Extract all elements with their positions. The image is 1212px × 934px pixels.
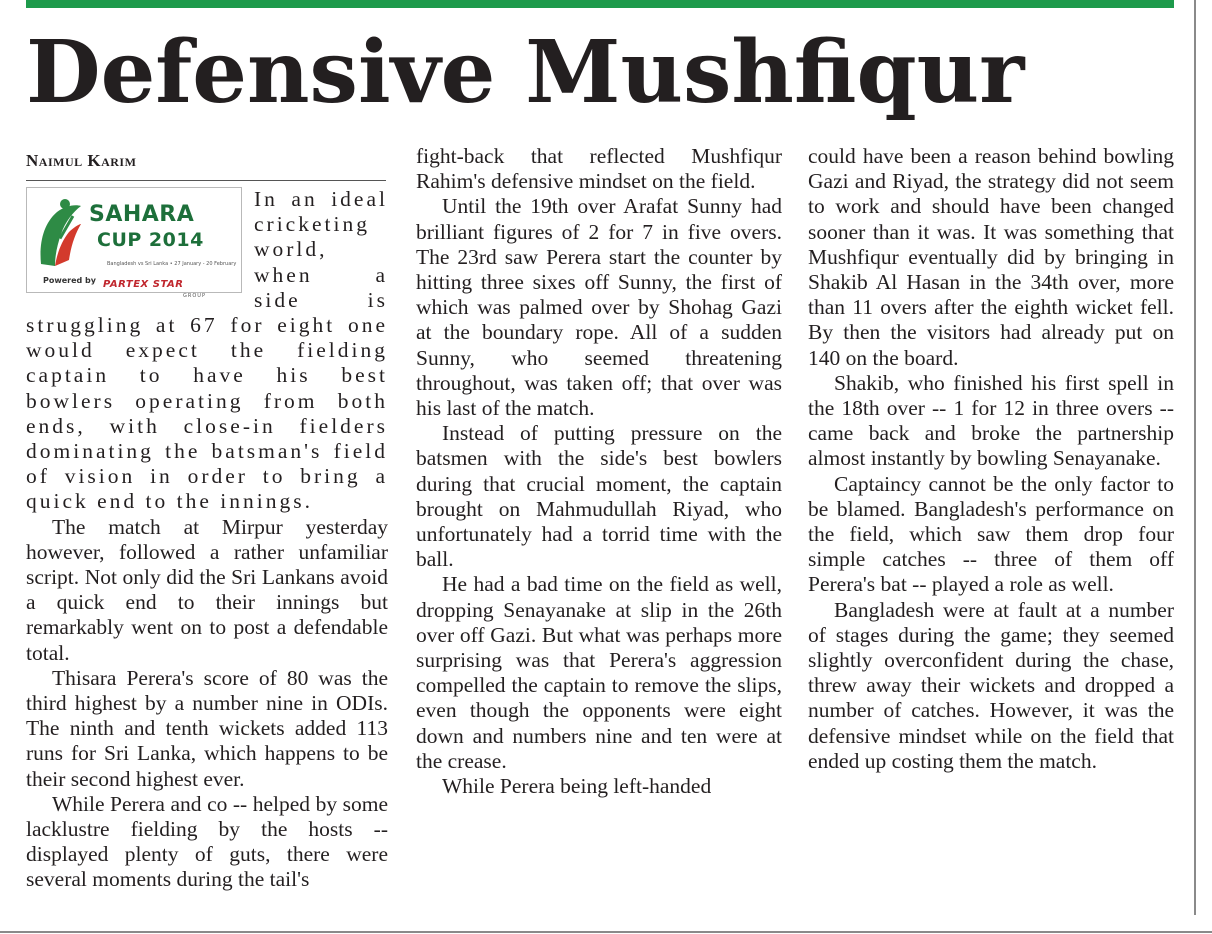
paragraph: The match at Mirpur yesterday however, followed a rather unfamiliar script. Not only did the Sri Lankans avoid a quick end to their innings but remarkably went on to post a defendable total. — [26, 514, 388, 665]
paragraph: Instead of putting pressure on the batsmen with the side's best bowlers during that crucial moment, the captain brought on Mahmudullah Riyad, who unfortunately had a torrid time with the ball. — [416, 421, 782, 572]
page-edge-right — [1194, 0, 1196, 915]
sponsor-name: PARTEX STAR — [103, 279, 184, 290]
paragraph: Captaincy cannot be the only factor to be blamed. Bangladesh's performance on the field, which saw them drop four simple catches -- three of them off Perera's bat -- played a role as well. — [808, 471, 1174, 597]
sponsor-group: GROUP — [183, 293, 206, 299]
article-column-3 — [808, 144, 1174, 774]
logo-tagline: Bangladesh vs Sri Lanka • 27 January - 20 February — [107, 261, 237, 267]
cricket-player-icon — [35, 194, 83, 276]
paragraph: Until the 19th over Arafat Sunny had brilliant figures of 2 for 7 in five overs. The 23rd saw Perera start the counter by hitting three sixes off Sunny, the first of which was palmed over by Shohag Gazi at the boundary rope. All of a sudden Sunny, who seemed threatening throughout, was taken off; that over was his last of the match. — [416, 194, 782, 421]
paragraph: Bangladesh were at fault at a number of stages during the game; they seemed slightly overconfident during the chase, threw away their wickets and dropped a number of catches. However, it was the defensive mindset while on the field that ended up costing them the match. — [808, 597, 1174, 773]
paragraph: Thisara Perera's score of 80 was the third highest by a number nine in ODIs. The ninth and tenth wickets added 113 runs for Sri Lanka, which happens to be their second highest ever. — [26, 665, 388, 791]
paragraph: He had a bad time on the field as well, dropping Senayanake at slip in the 26th over off Gazi. But what was perhaps more surprising was that Perera's aggression compelled the captain to remove the slips, even though the opponents were eight down and numbers nine and ten were at the crease. — [416, 572, 782, 773]
byline: Naimul Karim — [26, 151, 137, 170]
paragraph: In an ideal cricketing world, when a side is struggling at 67 for eight one would expect the fielding captain to have his best bowlers operating from both ends, with close-in fielders dominating the batsman's field of vision in order to bring a quick end to the innings. — [26, 187, 388, 514]
article-column-1 — [26, 144, 388, 893]
paragraph: While Perera being left-handed — [442, 774, 712, 799]
logo-title: SAHARA — [89, 202, 195, 227]
byline-divider — [26, 180, 386, 181]
paragraph: Shakib, who finished his first spell in the 18th over -- 1 for 12 in three overs -- came back and broke the partnership almost instantly by bowling Senayanake. — [808, 370, 1174, 471]
article-column-2 — [416, 144, 782, 799]
accent-bar — [26, 0, 1174, 8]
sahara-cup-logo — [26, 187, 242, 299]
logo-powered-by: Powered by — [43, 276, 96, 285]
paragraph: While Perera and co -- helped by some lacklustre fielding by the hosts -- displayed plenty of guts, there were several moments during the tail's — [26, 791, 388, 892]
paragraph: could have been a reason behind bowling Gazi and Riyad, the strategy did not seem to work and should have been changed sooner than it was. It was something that Mushfiqur eventually did by bringing in Shakib Al Hasan in the 34th over, more than 11 overs after the eighth wicket fell. By then the visitors had already put on 140 on the board. — [808, 144, 1174, 370]
headline: Defensive Mushfiqur — [26, 22, 1025, 123]
paragraph: fight-back that reflected Mushfiqur Rahim's defensive mindset on the field. — [416, 144, 782, 194]
page-edge-bottom — [0, 931, 1212, 933]
logo-subtitle: CUP 2014 — [97, 229, 204, 251]
